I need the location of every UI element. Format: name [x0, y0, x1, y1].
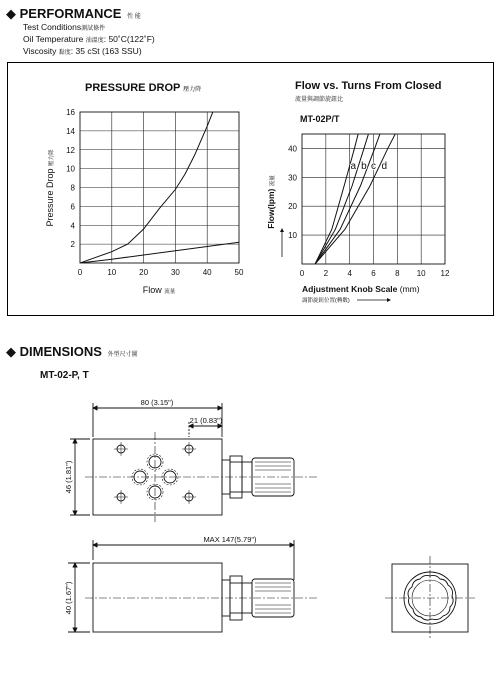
- series-a-line: [315, 125, 360, 264]
- flow-vs-turns-plot: [257, 62, 492, 314]
- viscosity-value: : 35 cSt (163 SSU): [70, 46, 142, 56]
- pressure-drop-plot: [7, 62, 257, 314]
- series-d-label: d: [381, 160, 388, 172]
- y-tick-label: 8: [70, 183, 75, 193]
- flow-vs-turns-x-axis-label: Adjustment Knob Scale (mm): [302, 284, 420, 294]
- dimensions-title: DIMENSIONS: [19, 344, 102, 359]
- series-b-label: b: [361, 160, 367, 172]
- oil-temperature-zh: 油溫度: [85, 38, 104, 44]
- flow-vs-turns-y-axis-label-zh: 流量: [270, 175, 276, 187]
- y-axis-direction-arrow-head: [280, 228, 284, 232]
- pressure-drop-y-axis-label: Pressure Drop 壓力降: [45, 149, 55, 227]
- diamond-bullet-icon: ◆: [6, 344, 16, 359]
- x-tick-label: 8: [395, 269, 400, 278]
- model-number: MT-02-P, T: [40, 370, 89, 381]
- series-line-2: [80, 242, 239, 263]
- y-tick-label: 12: [66, 145, 75, 155]
- performance-title: PERFORMANCE: [19, 6, 122, 21]
- oil-temperature-label: Oil Temperature: [23, 34, 84, 44]
- oil-temperature-value: : 50˚C(122˚F): [103, 34, 155, 44]
- performance-heading: [6, 6, 141, 22]
- flow-vs-turns-model: MT-02P/T: [300, 114, 340, 124]
- pressure-drop-x-axis-label-zh: 流量: [164, 289, 176, 295]
- pressure-drop-title-text: PRESSURE DROP: [85, 82, 181, 94]
- pressure-drop-title-zh: 壓力降: [183, 87, 202, 93]
- flow-vs-turns-chart: [257, 62, 492, 314]
- x-tick-label: 4: [347, 269, 352, 278]
- x-tick-label: 10: [107, 268, 117, 277]
- flow-vs-turns-x-axis-label-zh: 調節旋鈕位置(轉數): [302, 298, 350, 304]
- top-height-dimension: 46 (1.81"): [64, 460, 73, 494]
- top-width-dimension: 80 (3.15"): [140, 398, 174, 407]
- y-tick-label: 20: [288, 202, 297, 212]
- viscosity-zh: 黏度: [58, 50, 71, 56]
- x-tick-label: 0: [77, 268, 83, 277]
- side-height-dimension: 40 (1.67"): [64, 581, 73, 615]
- end-view-drawing: [385, 556, 475, 640]
- x-tick-label: 12: [440, 269, 450, 278]
- flow-vs-turns-x-axis-unit: (mm): [399, 284, 420, 294]
- y-tick-label: 40: [288, 144, 297, 154]
- y-tick-label: 2: [70, 240, 75, 250]
- pressure-drop-x-axis-label: Flow 流量: [142, 285, 176, 295]
- x-tick-label: 6: [371, 269, 376, 278]
- x-tick-label: 50: [234, 268, 244, 277]
- viscosity-label: Viscosity: [23, 46, 57, 56]
- series-line-1: [80, 110, 214, 263]
- x-tick-label: 10: [416, 269, 426, 278]
- y-tick-label: 4: [70, 221, 75, 231]
- y-tick-label: 10: [66, 164, 75, 174]
- diamond-bullet-icon: ◆: [6, 6, 16, 21]
- test-conditions: [23, 22, 155, 58]
- y-tick-label: 10: [288, 231, 297, 241]
- pressure-drop-y-axis-label-zh: 壓力降: [49, 149, 55, 166]
- pressure-drop-chart: [7, 62, 257, 314]
- x-tick-label: 20: [139, 268, 149, 277]
- x-tick-label: 40: [202, 268, 212, 277]
- x-tick-label: 2: [323, 269, 329, 278]
- y-tick-label: 16: [66, 108, 75, 117]
- dimensions-title-zh: 外型尺寸圖: [107, 352, 138, 358]
- side-view-drawing: [68, 540, 318, 632]
- dimensions-heading: [6, 344, 138, 360]
- test-conditions-label: Test Conditions: [23, 22, 82, 32]
- series-c-label: c: [371, 160, 376, 172]
- y-tick-label: 6: [70, 202, 75, 212]
- x-axis-direction-arrow-head: [387, 298, 391, 302]
- x-tick-label: 0: [299, 269, 305, 278]
- y-tick-label: 30: [288, 173, 297, 183]
- flow-vs-turns-title: Flow vs. Turns From Closed: [295, 80, 442, 92]
- test-conditions-zh: 測試條件: [81, 26, 106, 32]
- side-length-dimension: MAX 147(5.79"): [203, 535, 257, 544]
- series-a-label: a: [350, 160, 357, 172]
- y-tick-label: 14: [66, 126, 75, 136]
- x-tick-label: 30: [170, 268, 180, 277]
- knob-offset-dimension: 21 (0.83"): [189, 416, 223, 425]
- flow-vs-turns-title-zh: 流量與調節旋鈕比: [295, 97, 344, 103]
- flow-vs-turns-y-axis-label: Flow(lpm) 流量: [266, 175, 276, 229]
- top-view-drawing: [70, 403, 318, 522]
- performance-title-zh: 性 能: [127, 14, 141, 20]
- series-b-line: [315, 125, 371, 264]
